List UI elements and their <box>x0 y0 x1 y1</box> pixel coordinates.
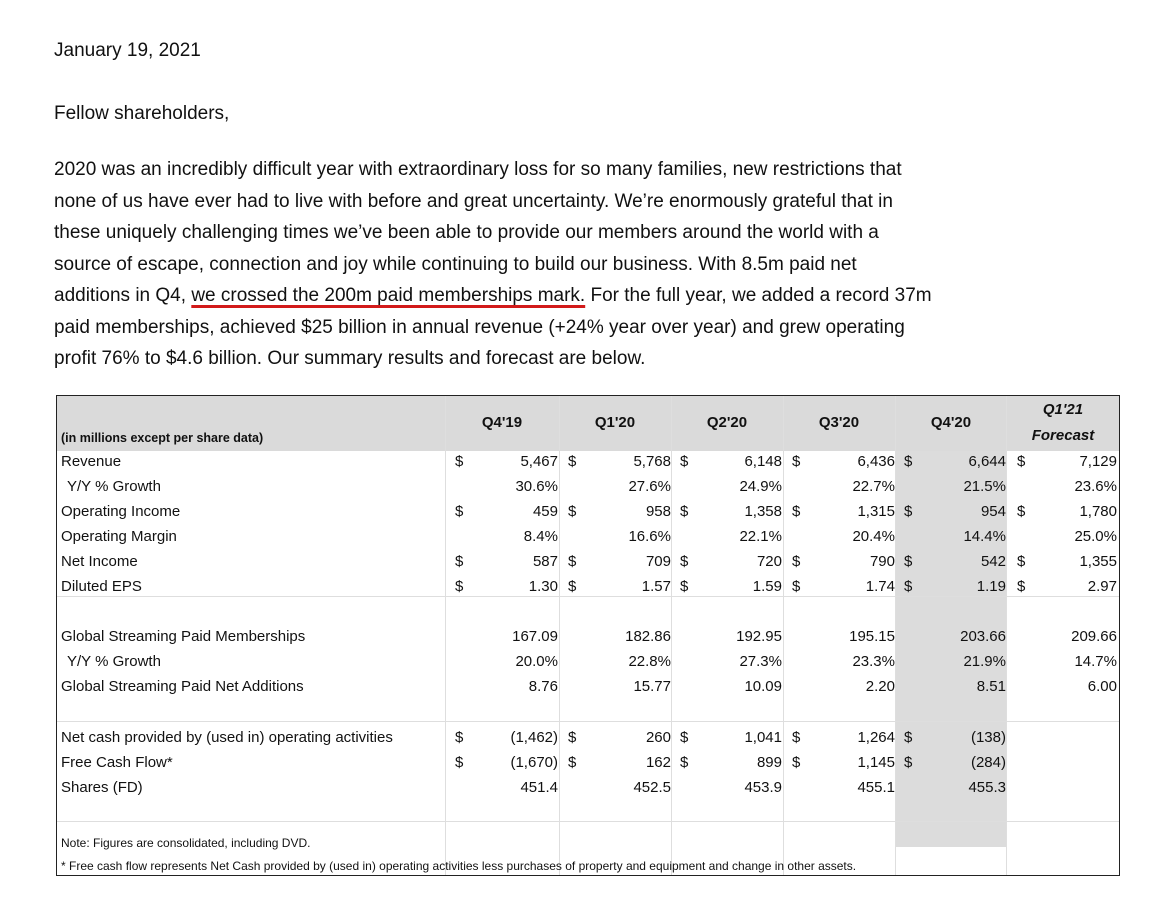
value-op-income: 958 <box>645 503 671 520</box>
row-label-op-income: Operating Income <box>61 503 181 520</box>
currency-symbol: $ <box>680 754 689 771</box>
column-header: Q3'20 <box>818 414 860 431</box>
value-memberships: 203.66 <box>960 628 1006 645</box>
grid-line <box>57 821 1119 822</box>
value-op-income: 459 <box>532 503 558 520</box>
row-label-op-cash: Net cash provided by (used in) operating activities <box>61 729 393 746</box>
currency-symbol: $ <box>1017 503 1026 520</box>
grid-line <box>445 396 446 875</box>
value-revenue: 5,467 <box>520 453 558 470</box>
value-memberships: 182.86 <box>625 628 671 645</box>
body-line: paid memberships, achieved $25 billion in annual revenue (+24% year over year) and grew operating <box>54 316 905 338</box>
column-header: Q2'20 <box>706 414 748 431</box>
value-fcf: (1,670) <box>510 754 558 771</box>
value-shares: 455.3 <box>968 779 1006 796</box>
currency-symbol: $ <box>1017 578 1026 595</box>
value-op-margin: 20.4% <box>852 528 895 545</box>
value-fcf: 899 <box>756 754 782 771</box>
value-shares: 455.1 <box>857 779 895 796</box>
column-header: Q4'20 <box>930 414 972 431</box>
body-line: 2020 was an incredibly difficult year with extraordinary loss for so many families, new restrictions that <box>54 159 902 180</box>
row-label-fcf: Free Cash Flow* <box>61 754 173 771</box>
value-revenue-growth: 27.6% <box>628 478 671 495</box>
value-op-cash: (138) <box>970 729 1006 746</box>
table-footnote: * Free cash flow represents Net Cash provided by (used in) operating activities less purchases of property and equipment and change in other assets. <box>61 859 857 873</box>
value-memb-growth: 21.9% <box>963 653 1006 670</box>
column-header: Q4'19 <box>481 414 523 431</box>
letter-body <box>54 154 1054 375</box>
value-net-adds: 6.00 <box>1087 678 1117 695</box>
value-memberships: 192.95 <box>736 628 782 645</box>
value-eps: 2.97 <box>1087 578 1117 595</box>
grid-line <box>1006 396 1007 875</box>
value-op-income: 1,780 <box>1079 503 1117 520</box>
value-revenue-growth: 21.5% <box>963 478 1006 495</box>
value-memb-growth: 23.3% <box>852 653 895 670</box>
value-net-adds: 15.77 <box>633 678 671 695</box>
value-op-margin: 14.4% <box>963 528 1006 545</box>
value-memb-growth: 27.3% <box>739 653 782 670</box>
body-line <box>54 280 1054 312</box>
currency-symbol: $ <box>792 578 801 595</box>
value-fcf: 1,145 <box>857 754 895 771</box>
grid-line <box>57 721 1119 722</box>
body-line: none of us have ever had to live with before and great uncertainty. We’re enormously grateful that in <box>54 190 893 212</box>
currency-symbol: $ <box>792 754 801 771</box>
value-memb-growth: 22.8% <box>628 653 671 670</box>
currency-symbol: $ <box>680 729 689 746</box>
row-label-revenue: Revenue <box>61 453 122 470</box>
currency-symbol: $ <box>455 553 464 570</box>
row-label-eps: Diluted EPS <box>61 578 142 595</box>
value-revenue: 6,644 <box>968 453 1006 470</box>
value-memberships: 167.09 <box>512 628 558 645</box>
grid-line <box>671 396 672 875</box>
row-label-net-income: Net Income <box>61 553 138 570</box>
unit-note: (in millions except per share data) <box>61 431 264 445</box>
currency-symbol: $ <box>904 754 913 771</box>
value-net-adds: 2.20 <box>865 678 895 695</box>
currency-symbol: $ <box>904 729 913 746</box>
value-op-margin: 22.1% <box>739 528 782 545</box>
currency-symbol: $ <box>1017 553 1026 570</box>
value-memberships: 209.66 <box>1071 628 1117 645</box>
row-label-memberships: Global Streaming Paid Memberships <box>61 628 306 645</box>
value-revenue-growth: 30.6% <box>515 478 558 495</box>
currency-symbol: $ <box>568 729 577 746</box>
value-op-cash: 260 <box>645 729 671 746</box>
currency-symbol: $ <box>904 503 913 520</box>
row-label-shares: Shares (FD) <box>61 779 143 796</box>
currency-symbol: $ <box>568 453 577 470</box>
value-revenue-growth: 23.6% <box>1074 478 1117 495</box>
value-revenue: 6,148 <box>744 453 782 470</box>
forecast-quarter-header: Q1'21 <box>1042 401 1084 418</box>
value-fcf: (284) <box>970 754 1006 771</box>
currency-symbol: $ <box>792 553 801 570</box>
currency-symbol: $ <box>455 729 464 746</box>
currency-symbol: $ <box>568 503 577 520</box>
value-op-margin: 16.6% <box>628 528 671 545</box>
body-line: these uniquely challenging times we’ve been able to provide our members around the world with a <box>54 222 879 243</box>
currency-symbol: $ <box>904 578 913 595</box>
value-memberships: 195.15 <box>849 628 895 645</box>
value-fcf: 162 <box>645 754 671 771</box>
value-eps: 1.57 <box>641 578 671 595</box>
row-label-net-adds: Global Streaming Paid Net Additions <box>61 678 304 695</box>
value-op-cash: (1,462) <box>510 729 558 746</box>
row-label-memb-growth: Y/Y % Growth <box>67 653 161 670</box>
value-eps: 1.30 <box>528 578 558 595</box>
value-shares: 451.4 <box>520 779 558 796</box>
currency-symbol: $ <box>1017 453 1026 470</box>
value-revenue-growth: 24.9% <box>739 478 782 495</box>
value-op-cash: 1,264 <box>857 729 895 746</box>
body-line: profit 76% to $4.6 billion. Our summary results and forecast are below. <box>54 348 646 369</box>
currency-symbol: $ <box>455 578 464 595</box>
value-revenue-growth: 22.7% <box>852 478 895 495</box>
currency-symbol: $ <box>455 754 464 771</box>
value-net-income: 720 <box>756 553 782 570</box>
value-op-margin: 25.0% <box>1074 528 1117 545</box>
letter-date: January 19, 2021 <box>54 40 201 61</box>
row-label-op-margin: Operating Margin <box>61 528 177 545</box>
summary-results-table <box>56 395 1120 876</box>
value-net-income: 587 <box>532 553 558 570</box>
value-eps: 1.74 <box>865 578 895 595</box>
value-eps: 1.19 <box>976 578 1006 595</box>
value-op-cash: 1,041 <box>744 729 782 746</box>
highlighted-statement: we crossed the 200m paid memberships mark. <box>191 285 586 306</box>
currency-symbol: $ <box>904 453 913 470</box>
value-memb-growth: 20.0% <box>515 653 558 670</box>
value-net-income: 542 <box>980 553 1006 570</box>
currency-symbol: $ <box>680 578 689 595</box>
value-memb-growth: 14.7% <box>1074 653 1117 670</box>
currency-symbol: $ <box>568 553 577 570</box>
currency-symbol: $ <box>792 503 801 520</box>
value-revenue: 5,768 <box>633 453 671 470</box>
column-header: Q1'20 <box>594 414 636 431</box>
currency-symbol: $ <box>680 553 689 570</box>
value-revenue: 6,436 <box>857 453 895 470</box>
currency-symbol: $ <box>455 503 464 520</box>
value-op-margin: 8.4% <box>523 528 558 545</box>
grid-line <box>895 396 896 875</box>
grid-line <box>559 396 560 875</box>
currency-symbol: $ <box>568 754 577 771</box>
value-shares: 453.9 <box>744 779 782 796</box>
currency-symbol: $ <box>568 578 577 595</box>
body-text: For the full year, we added a record 37m <box>585 285 932 306</box>
value-op-income: 954 <box>980 503 1006 520</box>
table-note: Note: Figures are consolidated, including DVD. <box>61 836 311 850</box>
value-net-income: 790 <box>869 553 895 570</box>
letter-greeting: Fellow shareholders, <box>54 103 230 124</box>
currency-symbol: $ <box>792 453 801 470</box>
body-line: source of escape, connection and joy while continuing to build our business. With 8.5m paid net <box>54 253 857 275</box>
body-text: additions in Q4, <box>54 285 192 306</box>
currency-symbol: $ <box>455 453 464 470</box>
value-shares: 452.5 <box>633 779 671 796</box>
forecast-label-header: Forecast <box>1031 427 1095 444</box>
grid-line <box>783 396 784 875</box>
value-net-adds: 8.76 <box>528 678 558 695</box>
value-eps: 1.59 <box>752 578 782 595</box>
value-net-adds: 8.51 <box>976 678 1006 695</box>
value-net-income: 709 <box>645 553 671 570</box>
value-op-income: 1,315 <box>857 503 895 520</box>
currency-symbol: $ <box>680 453 689 470</box>
value-net-adds: 10.09 <box>744 678 782 695</box>
currency-symbol: $ <box>904 553 913 570</box>
currency-symbol: $ <box>792 729 801 746</box>
row-label-revenue-growth: Y/Y % Growth <box>67 478 161 495</box>
value-op-income: 1,358 <box>744 503 782 520</box>
value-net-income: 1,355 <box>1079 553 1117 570</box>
currency-symbol: $ <box>680 503 689 520</box>
value-revenue: 7,129 <box>1079 453 1117 470</box>
